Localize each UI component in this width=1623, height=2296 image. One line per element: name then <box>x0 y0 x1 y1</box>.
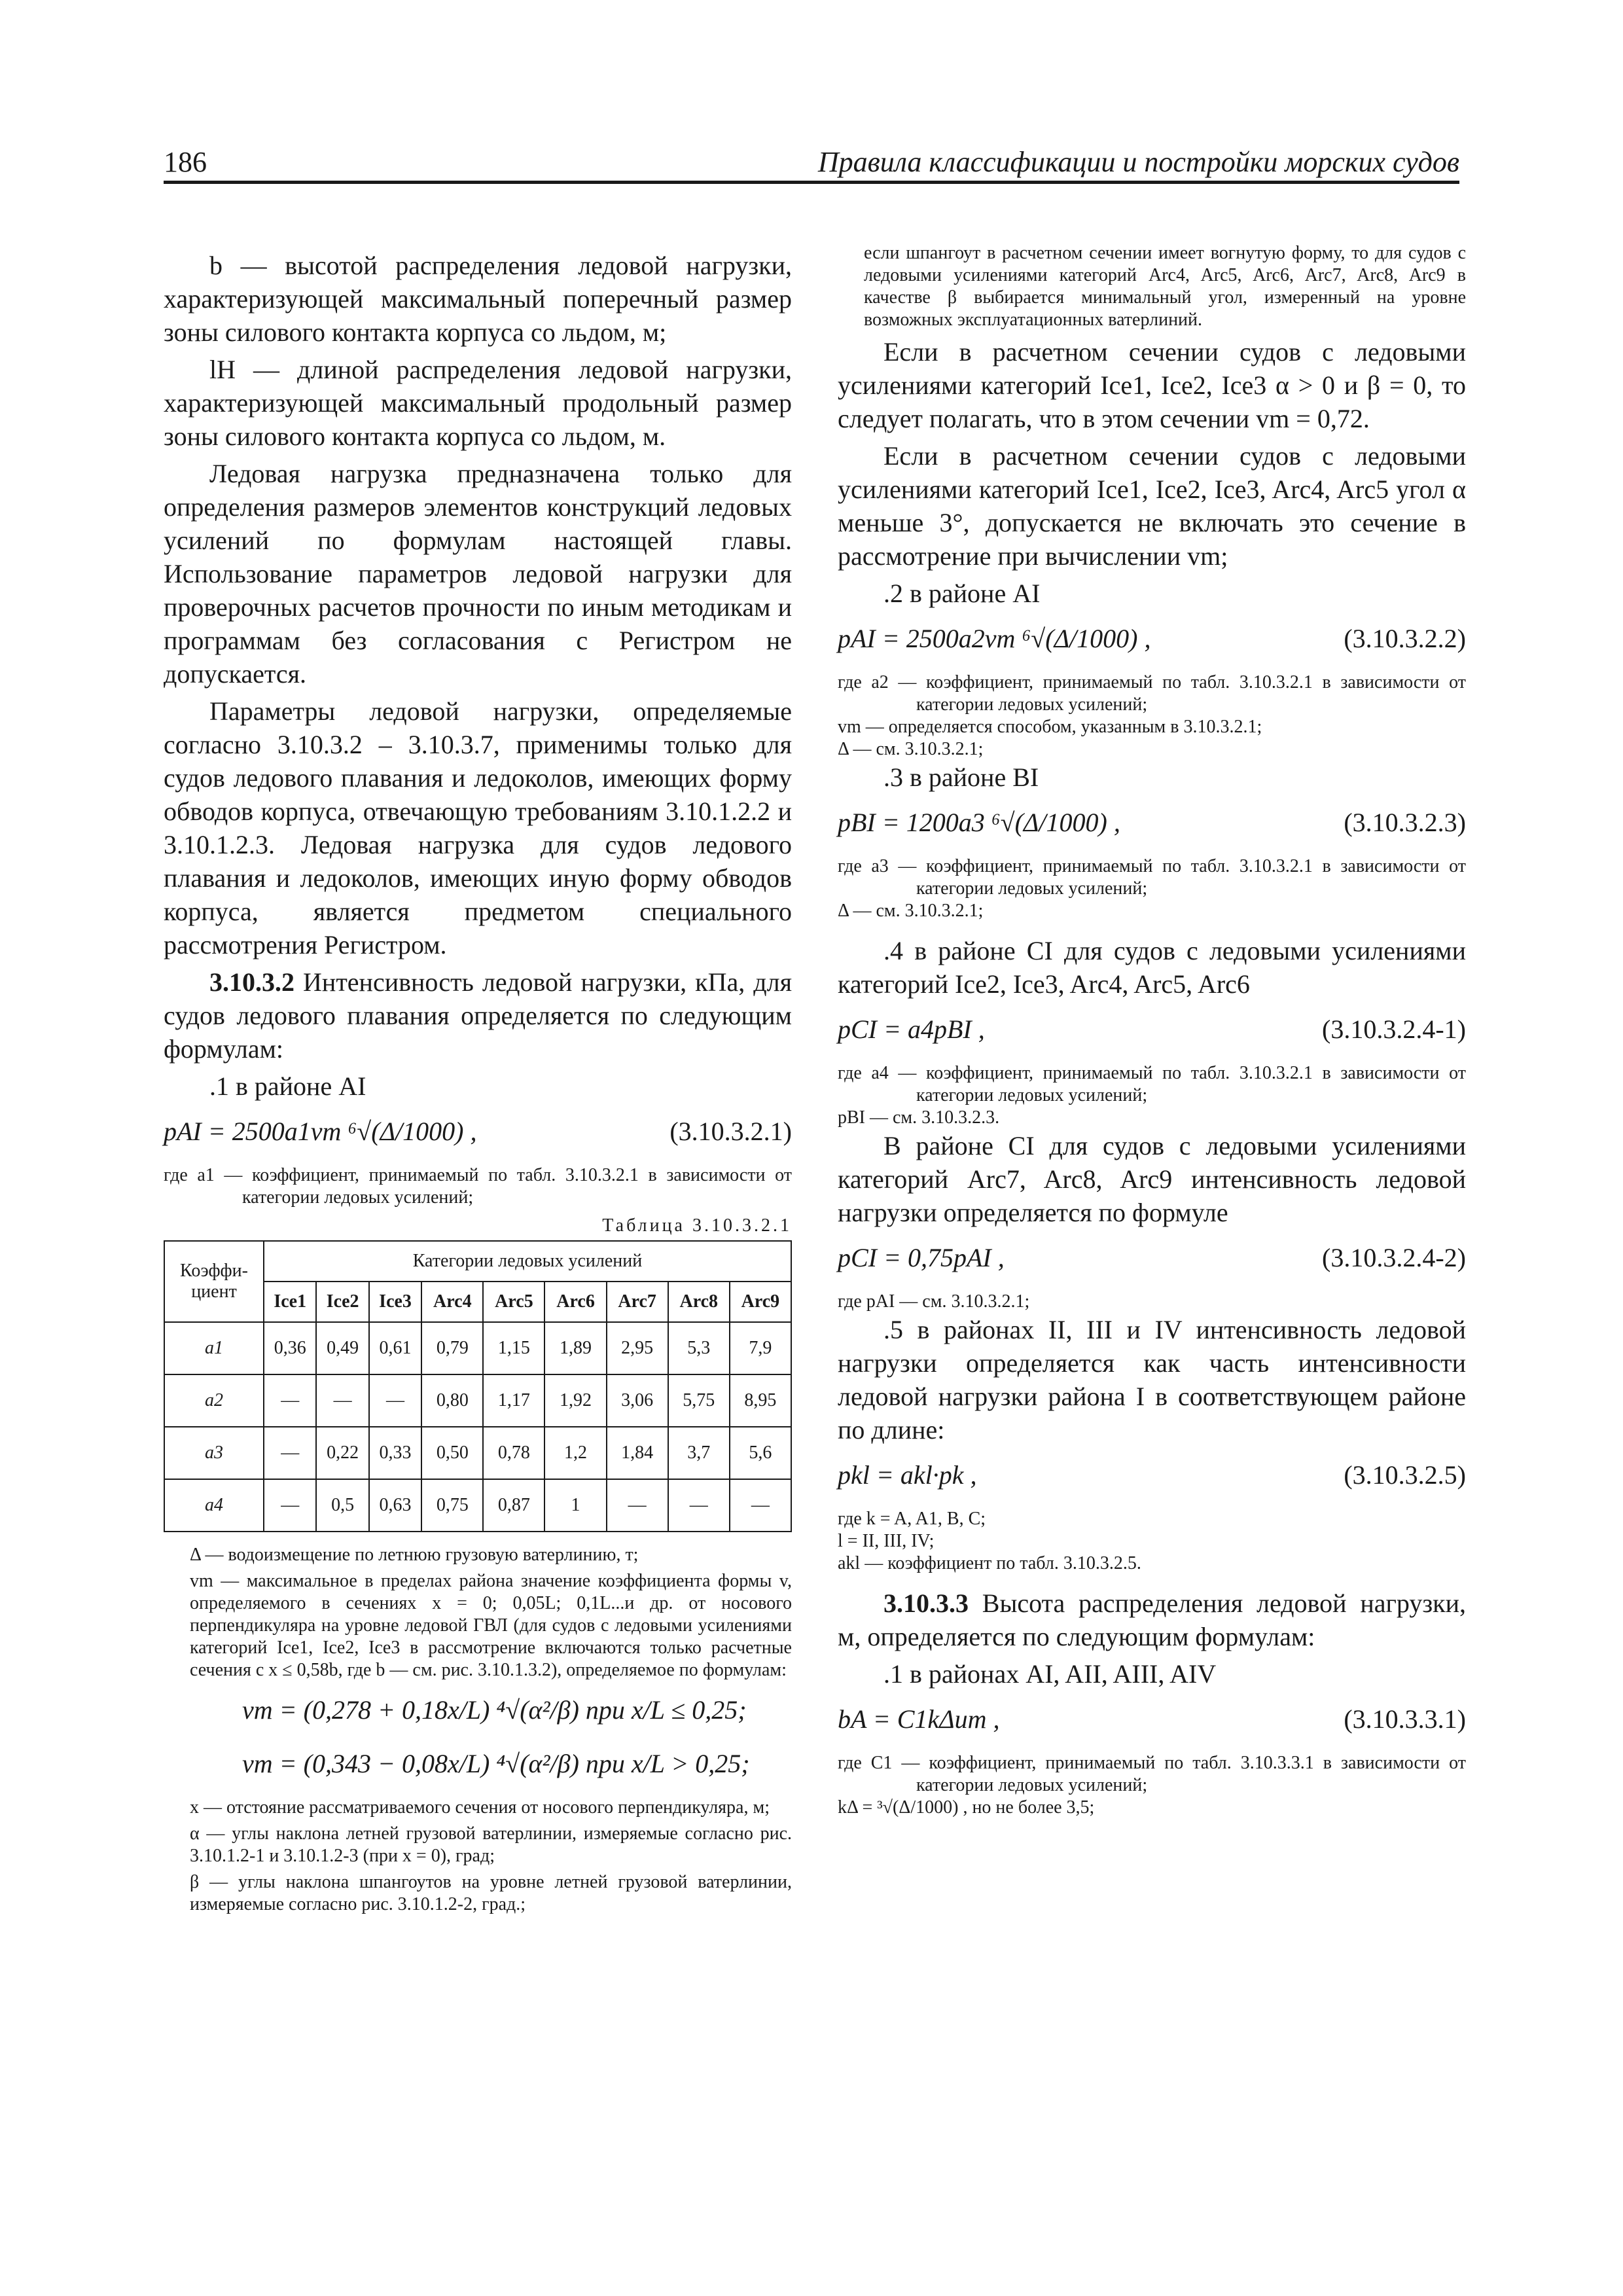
table-category: Arc6 <box>544 1282 606 1322</box>
table-cell: — <box>730 1479 791 1532</box>
table-row <box>164 1374 791 1427</box>
table-cell: 3,7 <box>668 1427 730 1479</box>
table-category: Arc4 <box>421 1282 483 1322</box>
paragraph-alpha-less-3: Если в расчетном сечении судов с ледовыми усилениями категорий Ice1, Ice2, Ice3, Arc4, Arc5 угол α меньше 3°, допускается не включать это сечение в рассмотрение при вычислении vm; <box>838 441 1466 571</box>
table-cell: 1,2 <box>544 1427 606 1479</box>
table-cell: 0,87 <box>483 1479 544 1532</box>
definition-vm-ref: vm — определяется способом, указанным в 3.10.3.2.1; <box>838 717 1262 737</box>
definition-a3: где a3 — коэффициент, принимаемый по табл. 3.10.3.2.1 в зависимости от категории ледовых усилений; <box>838 856 1466 899</box>
definition-vm: vm — максимальное в пределах района значение коэффициента формы v, определяемого в сечениях x = 0; 0,05L; 0,1L...и др. от носового перпендикуляра на уровне ледовой ГВЛ (для судов с ледовыми усилениями категорий Ice1, Ice2, Ice3 в рассмотрение включаются только расчетные сечения с x ≤ 0,58b, где b — см. рис. 3.10.1.3.2), определяемое по формулам: <box>190 1571 792 1680</box>
definition-pbi-ref: pBI — см. 3.10.3.2.3. <box>838 1107 1000 1128</box>
definition-x: x — отстояние рассматриваемого сечения от носового перпендикуляра, м; <box>190 1797 770 1818</box>
formula-expression: pkl = akl·pk , <box>838 1460 977 1490</box>
definition-a1: где a1 — коэффициент, принимаемый по табл. 3.10.3.2.1 в зависимости от категории ледовых усилений; <box>164 1165 792 1208</box>
formula-vm-1 <box>164 1689 792 1735</box>
table-cell: 0,79 <box>421 1322 483 1374</box>
formula-number: (3.10.3.2.3) <box>1344 808 1466 837</box>
table-cell: 1,84 <box>607 1427 668 1479</box>
formula-3-10-3-2-4-1 <box>838 1009 1466 1054</box>
formula-expression: pCI = a4pBI , <box>838 1014 985 1044</box>
table-category: Arc5 <box>483 1282 544 1322</box>
table-cell: 7,9 <box>730 1322 791 1374</box>
table-row-header: a4 <box>164 1479 264 1532</box>
formula-number: (3.10.3.3.1) <box>1344 1704 1466 1734</box>
subsection-1-heading: .1 в районе AI <box>209 1071 366 1101</box>
definition-alpha: α — углы наклона летней грузовой ватерлинии, измеряемые согласно рис. 3.10.1.2-1 и 3.10.1.2-3 (при x = 0), град; <box>190 1823 792 1866</box>
formula-number: (3.10.3.2.2) <box>1344 624 1466 653</box>
formula-expression: pAI = 2500a2vm ⁶√(Δ/1000) , <box>838 624 1151 653</box>
table-cell: 1,17 <box>483 1374 544 1427</box>
table-cell: 5,6 <box>730 1427 791 1479</box>
formula-3-10-3-2-5 <box>838 1454 1466 1500</box>
formula-number: (3.10.3.2.4-1) <box>1322 1014 1466 1044</box>
table-row <box>164 1427 791 1479</box>
definition-a2: где a2 — коэффициент, принимаемый по табл. 3.10.3.2.1 в зависимости от категории ледовых усилений; <box>838 672 1466 715</box>
right-column <box>838 242 1466 1819</box>
table-cell: 0,49 <box>316 1322 368 1374</box>
formula-expression: pCI = 0,75pAI , <box>838 1243 1005 1272</box>
formula-number: (3.10.3.2.1) <box>669 1117 792 1146</box>
coefficient-table <box>164 1240 792 1532</box>
table-cell: 2,95 <box>607 1322 668 1374</box>
table-cell: — <box>316 1374 368 1427</box>
definition-pai-ref: где pAI — см. 3.10.3.2.1; <box>838 1291 1030 1312</box>
table-header-coefficient: Коэффи-циент <box>164 1241 264 1322</box>
paragraph-load-purpose: Ледовая нагрузка предназначена только для определения размеров элементов конструкций ледовых усилений по формулам настоящей главы. Использование параметров ледовой нагрузки для проверочных расчетов прочности по иным методикам и программам без согласования с Регистром не допускается. <box>164 459 792 689</box>
header-rule <box>164 181 1459 184</box>
table-cell: — <box>264 1479 316 1532</box>
table-category: Ice2 <box>316 1282 368 1322</box>
table-cell: 0,63 <box>369 1479 421 1532</box>
definition-akl: akl — коэффициент по табл. 3.10.3.2.5. <box>838 1553 1141 1573</box>
formula-number: (3.10.3.2.5) <box>1344 1460 1466 1490</box>
definition-delta-ref: Δ — см. 3.10.3.2.1; <box>838 739 984 759</box>
subsection-6-heading: .1 в районах AI, AII, AIII, AIV <box>883 1659 1217 1689</box>
definition-beta: β — углы наклона шпангоутов на уровне летней грузовой ватерлинии, измеряемые согласно рис. 3.10.1.2-2, град.; <box>190 1872 792 1914</box>
table-cell: 1 <box>544 1479 606 1532</box>
definition-a4: где a4 — коэффициент, принимаемый по табл. 3.10.3.2.1 в зависимости от категории ледовых усилений; <box>838 1063 1466 1105</box>
table-cell: — <box>264 1427 316 1479</box>
table-cell: 5,75 <box>668 1374 730 1427</box>
left-column <box>164 249 792 1920</box>
definition-l: l = II, III, IV; <box>838 1531 935 1551</box>
table-cell: 0,75 <box>421 1479 483 1532</box>
table-category: Arc8 <box>668 1282 730 1322</box>
table-caption: Таблица 3.10.3.2.1 <box>602 1215 792 1236</box>
formula-3-10-3-2-2 <box>838 618 1466 664</box>
subsection-3-heading: .3 в районе BI <box>883 762 1039 792</box>
table-row-header: a1 <box>164 1322 264 1374</box>
definition-delta-ref-2: Δ — см. 3.10.3.2.1; <box>838 901 984 921</box>
section-text: Высота распределения ледовой нагрузки, м, определяется по следующим формулам: <box>838 1588 1466 1651</box>
table-row-header: a2 <box>164 1374 264 1427</box>
table-cell: 0,36 <box>264 1322 316 1374</box>
table-cell: 8,95 <box>730 1374 791 1427</box>
definition-delta: Δ — водоизмещение по летнюю грузовую ватерлинию, т; <box>190 1545 639 1565</box>
table-cell: 3,06 <box>607 1374 668 1427</box>
formula-3-10-3-2-3 <box>838 802 1466 848</box>
table-cell: 0,5 <box>316 1479 368 1532</box>
paragraph-ci-arc7-9: В районе CI для судов с ледовыми усилениями категорий Arc7, Arc8, Arc9 интенсивность ледовой нагрузки определяется по формуле <box>838 1131 1466 1227</box>
formula-expression: pAI = 2500a1vm ⁶√(Δ/1000) , <box>164 1117 477 1146</box>
table-cell: 0,80 <box>421 1374 483 1427</box>
table-cell: 1,15 <box>483 1322 544 1374</box>
table-category: Arc9 <box>730 1282 791 1322</box>
table-row <box>164 1322 791 1374</box>
table-cell: 0,78 <box>483 1427 544 1479</box>
table-row-header: a3 <box>164 1427 264 1479</box>
table-cell: 0,50 <box>421 1427 483 1479</box>
table-cell: 1,89 <box>544 1322 606 1374</box>
table-cell: 1,92 <box>544 1374 606 1427</box>
formula-3-10-3-3-1 <box>838 1698 1466 1744</box>
table-category: Ice1 <box>264 1282 316 1322</box>
table-cell: 0,61 <box>369 1322 421 1374</box>
running-title: Правила классификации и постройки морских судов <box>817 146 1459 178</box>
table-cell: — <box>369 1374 421 1427</box>
formula-expression: vm = (0,278 + 0,18x/L) ⁴√(α²/β) при x/L ≤ 0,25; <box>242 1695 747 1725</box>
table-header-categories: Категории ледовых усилений <box>264 1241 791 1282</box>
table-row <box>164 1479 791 1532</box>
subsection-4-heading: .4 в районе CI для судов с ледовыми усилениями категорий Ice2, Ice3, Arc4, Arc5, Arc6 <box>838 936 1466 999</box>
table-cell: 0,33 <box>369 1427 421 1479</box>
formula-vm-2 <box>164 1743 792 1789</box>
table-cell: 0,22 <box>316 1427 368 1479</box>
formula-3-10-3-2-1 <box>164 1111 792 1157</box>
formula-expression: vm = (0,343 − 0,08x/L) ⁴√(α²/β) при x/L > 0,25; <box>242 1749 750 1778</box>
section-text: Интенсивность ледовой нагрузки, кПа, для судов ледового плавания определяется по следующим формулам: <box>164 967 792 1064</box>
paragraph-b-definition: b — высотой распределения ледовой нагрузки, характеризующей максимальный поперечный размер зоны силового контакта корпуса со льдом, м; <box>164 251 792 347</box>
formula-3-10-3-2-4-2 <box>838 1237 1466 1283</box>
paragraph-vm-072: Если в расчетном сечении судов с ледовыми усилениями категорий Ice1, Ice2, Ice3 α > 0 и β = 0, то следует полагать, что в этом сечении vm = 0,72. <box>838 337 1466 433</box>
paragraph-3-10-3-2 <box>164 965 792 1066</box>
page-number: 186 <box>164 146 207 178</box>
definition-c1: где C1 — коэффициент, принимаемый по табл. 3.10.3.3.1 в зависимости от категории ледовых усилений; <box>838 1753 1466 1795</box>
formula-number: (3.10.3.2.4-2) <box>1322 1243 1466 1272</box>
section-number: 3.10.3.3 <box>883 1588 969 1618</box>
formula-expression: bA = C1kΔum , <box>838 1704 1000 1734</box>
table-cell: — <box>668 1479 730 1532</box>
definition-k: где k = A, A1, B, C; <box>838 1509 986 1529</box>
definition-k-delta: kΔ = ³√(Δ/1000) , но не более 3,5; <box>838 1797 1095 1818</box>
formula-expression: pBI = 1200a3 ⁶√(Δ/1000) , <box>838 808 1120 837</box>
table-category: Arc7 <box>607 1282 668 1322</box>
paragraph-load-parameters: Параметры ледовой нагрузки, определяемые согласно 3.10.3.2 – 3.10.3.7, применимы только для судов ледового плавания и ледоколов, имеющих форму обводов корпуса, отвечающую требованиям 3.10.1.2.2 и 3.10.1.2.3. Ледовая нагрузка для судов ледового плавания и ледоколов, имеющих иную форму обводов корпуса, является предметом специального рассмотрения Регистром. <box>164 696 792 960</box>
table-category: Ice3 <box>369 1282 421 1322</box>
section-number: 3.10.3.2 <box>209 967 294 997</box>
note-concave-frame: если шпангоут в расчетном сечении имеет вогнутую форму, то для судов с ледовыми усилениями категорий Arc4, Arc5, Arc6, Arc7, Arc8, Arc9 в качестве β выбирается минимальный угол, измеренный на уровне возможных эксплуатационных ватерлиний. <box>864 243 1466 330</box>
subsection-2-heading: .2 в районе AI <box>883 579 1041 608</box>
paragraph-lh-definition: lH — длиной распределения ледовой нагрузки, характеризующей максимальный продольный размер зоны силового контакта корпуса со льдом, м. <box>164 355 792 451</box>
table-cell: — <box>264 1374 316 1427</box>
subsection-5-heading: .5 в районах II, III и IV интенсивность ледовой нагрузки определяется как часть интенсивности ледовой нагрузки района I в соответствующем районе по длине: <box>838 1315 1466 1444</box>
table-cell: — <box>607 1479 668 1532</box>
table-cell: 5,3 <box>668 1322 730 1374</box>
paragraph-3-10-3-3 <box>838 1587 1466 1653</box>
